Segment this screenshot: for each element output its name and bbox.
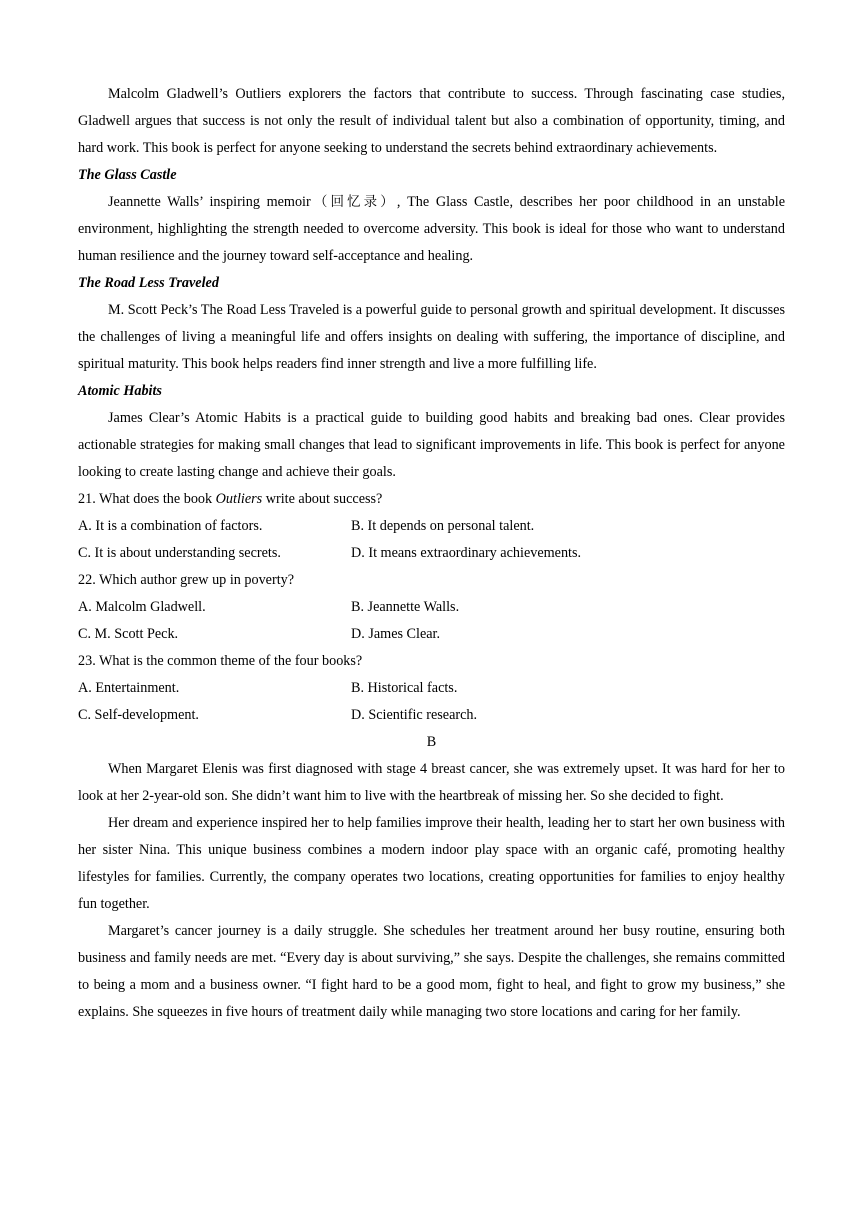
question-21-suffix: write about success?: [262, 491, 383, 507]
question-21-options: [78, 513, 785, 567]
question-23: 23. What is the common theme of the four books?: [78, 653, 363, 669]
question-22-option-b: B. Jeannette Walls.: [351, 599, 460, 615]
glass-castle-text-start: Jeannette Walls’ inspiring memoir: [108, 194, 311, 210]
question-21-option-b: B. It depends on personal talent.: [351, 518, 535, 534]
question-21-prefix: 21. What does the book: [78, 491, 216, 507]
question-22-option-d: D. James Clear.: [351, 626, 441, 642]
outliers-paragraph: Malcolm Gladwell’s Outliers explorers the factors that contribute to success. Through fascinating case studies, Gladwell argues that success is not only the result of individual talent but also a combination of opportunity, timing, and hard work. This book is perfect for anyone seeking to understand the secrets behind extraordinary achievements.: [78, 86, 785, 156]
margaret-paragraph-1: When Margaret Elenis was first diagnosed with stage 4 breast cancer, she was extremely upset. It was hard for her to look at her 2-year-old son. She didn’t want him to live with the heartbreak of missing her. So she decided to fight.: [78, 761, 785, 804]
margaret-paragraph-3: Margaret’s cancer journey is a daily struggle. She schedules her treatment around her busy routine, ensuring both business and family needs are met. “Every day is about surviving,” she says. Despite the challenges, she remains committed to being a mom and a business owner. “I fight hard to be a good mom, fight to heal, and fight to grow my business,” she explains. She squeezes in five hours of treatment daily while managing two store locations and caring for her family.: [78, 923, 785, 1020]
question-21-option-d: D. It means extraordinary achievements.: [351, 545, 582, 561]
margaret-paragraph-2: Her dream and experience inspired her to help families improve their health, leading her to start her own business with her sister Nina. This unique business combines a modern indoor play space with an organic café, promoting healthy lifestyles for families. Currently, the company operates two locations, creating opportunities for families to enjoy healthy fun together.: [78, 815, 785, 912]
question-21-option-a: A. It is a combination of factors.: [78, 518, 263, 534]
glass-castle-text-end: , The Glass Castle, describes her poor childhood in an unstable environment, highlighting the strength needed to overcome adversity. This book is ideal for those who want to understand human resilience and the journey toward self-acceptance and healing.: [78, 194, 786, 264]
memoir-gloss: （回忆录）: [310, 194, 397, 210]
document-page: [78, 81, 785, 1026]
book-title-atomic-habits: Atomic Habits: [78, 383, 162, 399]
question-22-options: [78, 594, 785, 648]
book-title-glass-castle: The Glass Castle: [78, 167, 177, 183]
section-heading-b: B: [426, 734, 437, 750]
question-23-options: [78, 675, 785, 729]
atomic-habits-paragraph: James Clear’s Atomic Habits is a practical guide to building good habits and breaking bad ones. Clear provides actionable strategies for making small changes that lead to significant improvements in life. This book is perfect for anyone looking to create lasting change and achieve their goals.: [78, 410, 785, 480]
question-22: 22. Which author grew up in poverty?: [78, 572, 295, 588]
question-21-option-c: C. It is about understanding secrets.: [78, 545, 281, 561]
question-23-option-b: B. Historical facts.: [351, 680, 458, 696]
question-21: [78, 486, 785, 513]
question-23-option-a: A. Entertainment.: [78, 680, 180, 696]
book-title-road-less-traveled: The Road Less Traveled: [78, 275, 219, 291]
road-less-traveled-paragraph: M. Scott Peck’s The Road Less Traveled is a powerful guide to personal growth and spiritual development. It discusses the challenges of living a meaningful life and offers insights on dealing with suffering, the importance of discipline, and spiritual maturity. This book helps readers find inner strength and live a more fulfilling life.: [78, 302, 785, 372]
question-22-option-a: A. Malcolm Gladwell.: [78, 599, 206, 615]
question-21-book-title: Outliers: [215, 491, 263, 507]
question-23-option-c: C. Self-development.: [78, 707, 199, 723]
question-23-option-d: D. Scientific research.: [351, 707, 478, 723]
question-22-option-c: C. M. Scott Peck.: [78, 626, 179, 642]
glass-castle-paragraph: [78, 189, 785, 270]
